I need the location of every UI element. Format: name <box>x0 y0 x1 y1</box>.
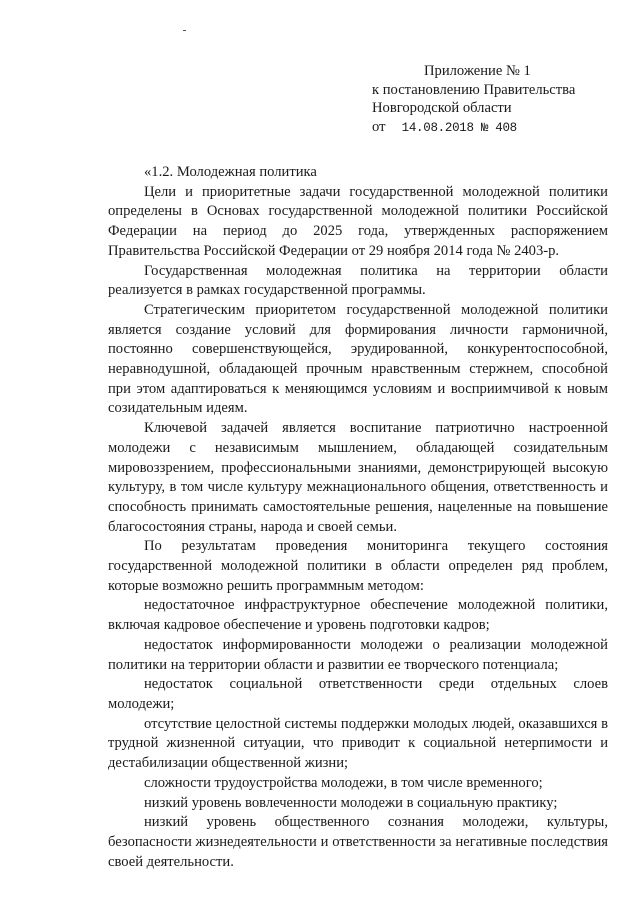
appendix-date-line <box>372 118 622 138</box>
section-title: «1.2. Молодежная политика <box>144 164 317 180</box>
problem-item: недостаточное инфраструктурное обеспечение молодежной политики, включая кадровое обеспечение и уровень подготовки кадров; <box>108 597 608 634</box>
appendix-resolution-line: к постановлению Правительства <box>372 81 576 98</box>
paragraph-goals: Цели и приоритетные задачи государственной молодежной политики определены в Основах государственной молодежной политики Российской Федерации на период до 2025 года, утвержденных распоряжением Правительства Российской Федерации от 29 ноября 2014 года № 2403-р. <box>108 183 608 259</box>
problem-item: недостаток социальной ответственности среди отдельных слоев молодежи; <box>108 676 608 712</box>
problem-item: отсутствие целостной системы поддержки молодых людей, оказавшихся в трудной жизненной ситуации, что приводит к социальной нетерпимости и дестабилизации общественной жизни; <box>108 715 608 772</box>
appendix-header <box>372 62 622 137</box>
problem-item: низкий уровень вовлеченности молодежи в социальную практику; <box>144 794 558 811</box>
problem-item: низкий уровень общественного сознания молодежи, культуры, безопасности жизнедеятельности и ответственности за негативные последствия своей деятельности. <box>108 814 608 870</box>
appendix-title: Приложение № 1 <box>424 63 531 79</box>
paragraph-implementation: Государственная молодежная политика на территории области реализуется в рамках государственной программы. <box>108 262 608 299</box>
document-body <box>108 163 608 872</box>
paragraph-monitoring: По результатам проведения мониторинга текущего состояния государственной молодежной политики в области определен ряд проблем, которые возможно решить программным методом: <box>108 538 608 594</box>
date-value: 14.08.2018 № 408 <box>401 120 517 135</box>
problem-item: недостаток информированности молодежи о реализации молодежной политики на территории области и развитии ее творческого потенциала; <box>108 636 608 673</box>
appendix-region-line: Новгородской области <box>372 100 512 117</box>
date-prefix: от <box>372 118 386 135</box>
scan-speck <box>183 30 186 31</box>
paragraph-key-task: Ключевой задачей является воспитание патриотично настроенной молодежи с независимым мышлением, обладающей созидательным мировоззрением, профессиональными знаниями, демонстрирующей высокую культуру, в том числе культуру межнационального общения, ответственность и способность принимать самостоятельные решения, нацеленные на повышение благосостояния страны, народа и своей семьи. <box>108 420 608 535</box>
problem-item: сложности трудоустройства молодежи, в том числе временного; <box>144 774 543 791</box>
paragraph-strategic-priority: Стратегическим приоритетом государственной молодежной политики является создание условий для формирования личности гармоничной, постоянно совершенствующейся, эрудированной, конкурентоспособной, неравнодушной, обладающей прочным нравственным стержнем, способной при этом адаптироваться к меняющимся условиям и восприимчивой к новым созидательным идеям. <box>108 301 608 417</box>
